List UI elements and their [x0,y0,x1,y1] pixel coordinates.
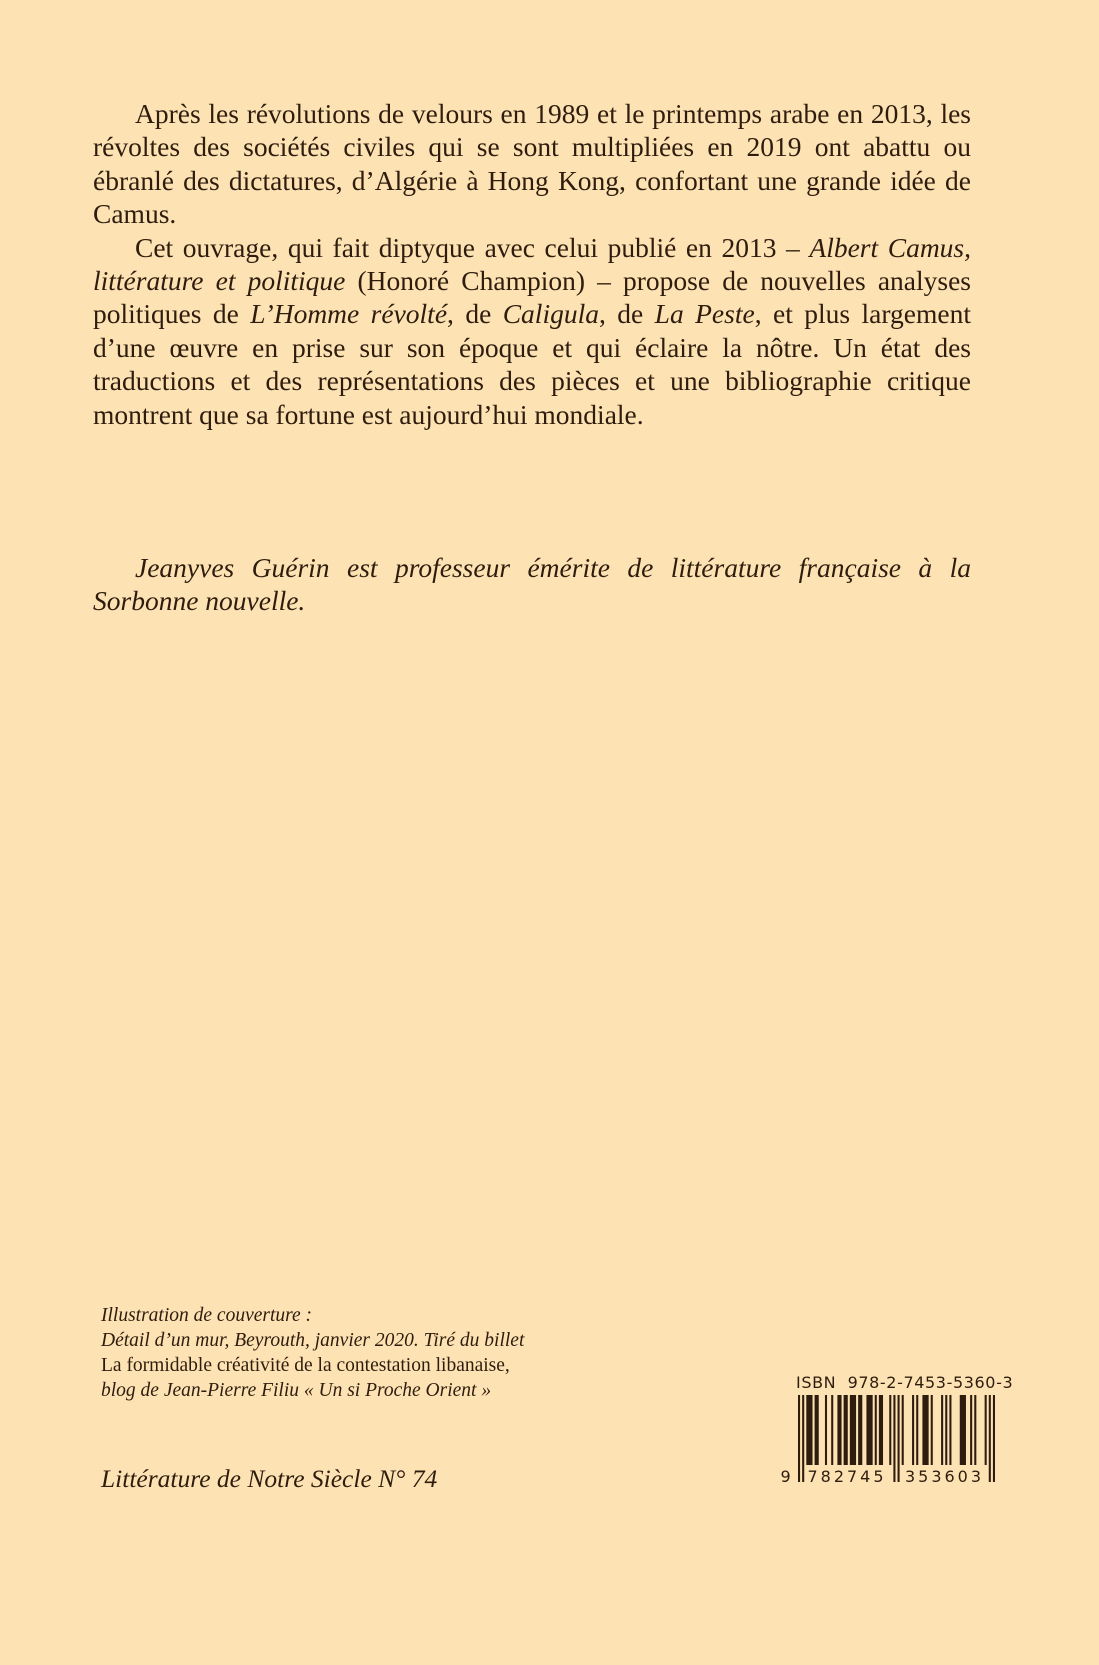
isbn-label: ISBN 978-2-7453-5360-3 [796,1373,1014,1392]
blurb-paragraph: Cet ouvrage, qui fait diptyque avec celui publié en 2013 – Albert Camus, littérature et politique (Honoré Champion) – propose de nouvelles analyses politiques de L’Homme révolté, de Caligula, de La Peste, et plus largement d’une œuvre en prise sur son époque et qui éclaire la nôtre. Un état des traductions et des représentations des pièces et une bibliographie critique montrent que sa fortune est aujourd’hui mondiale. [93,231,972,430]
isbn-barcode-block [780,1373,1014,1495]
ean-digits [780,1467,995,1489]
cover-illustration-credit [101,1303,721,1403]
ean-digit-group-left: 782745 [807,1467,887,1486]
author-bio [93,551,971,618]
credit-line: La formidable créativité de la contestation libanaise, [101,1355,510,1376]
author-bio-text: Jeanyves Guérin est professeur émérite de littérature française à la Sorbonne nouvelle. [93,552,971,617]
ean-digit-group-right: 353603 [904,1467,985,1486]
credit-line: Détail d’un mur, Beyrouth, janvier 2020. Tiré du billet [101,1330,525,1351]
credit-line: Illustration de couverture : [101,1305,313,1326]
blurb [93,97,971,431]
ean13-barcode [780,1395,995,1495]
blurb-paragraph: Après les révolutions de velours en 1989 et le printemps arabe en 2013, les révoltes des sociétés civiles qui se sont multipliées en 2019 ont abattu ou ébranlé des dictatures, d’Algérie à Hong Kong, confortant une grande idée de Camus. [93,98,971,230]
credit-line: blog de Jean-Pierre Filiu « Un si Proche Orient » [101,1380,492,1401]
collection-series-label: Littérature de Notre Siècle N° 74 [101,1464,438,1493]
ean-digit-first: 9 [780,1467,791,1486]
